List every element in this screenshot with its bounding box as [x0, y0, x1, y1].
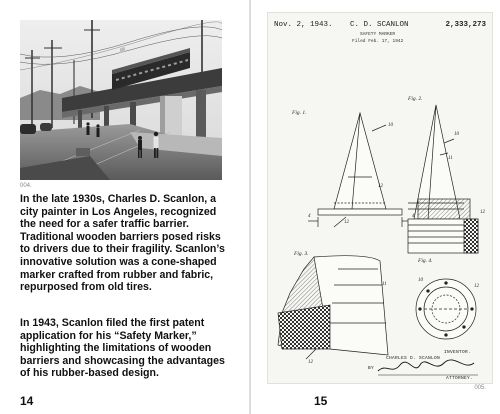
- svg-text:10: 10: [418, 278, 423, 283]
- paragraph-history: In the late 1930s, Charles D. Scanlon, a city painter in Los Angeles, recognized the need for a safer traffic barrier. Traditional wooden barriers posed risks to drivers due to their fragility. Scanlon’s innovative solution was a cone-shaped marker crafted from rubber and fabric, repurposed from old tires.: [20, 193, 225, 294]
- patent-figures: [268, 13, 492, 383]
- svg-text:4: 4: [308, 214, 311, 219]
- svg-text:10: 10: [454, 132, 459, 137]
- photo-caption: 004.: [20, 183, 32, 189]
- fig-3-label: Fig. 3.: [294, 251, 309, 257]
- svg-text:11: 11: [448, 156, 453, 161]
- svg-text:12: 12: [474, 284, 479, 289]
- svg-text:12: 12: [308, 360, 313, 365]
- page-number-left: 14: [20, 394, 34, 408]
- figure-caption: 005.: [474, 385, 486, 391]
- attorney-label: ATTORNEY.: [446, 376, 474, 381]
- fig-4-label: Fig. 4.: [418, 258, 433, 264]
- patent-drawing: [267, 12, 493, 384]
- svg-text:12: 12: [480, 210, 485, 215]
- inventor-name: CHARLES D. SCANLON: [386, 356, 441, 361]
- by-label: BY: [368, 366, 375, 371]
- fig-1-label: Fig. 1.: [292, 110, 307, 116]
- patent-inventor-header: C. D. SCANLON: [350, 21, 409, 29]
- patent-title: SAFETY MARKER: [360, 32, 396, 37]
- paragraph-patent: In 1943, Scanlon filed the first patent application for his “Safety Marker,” highlighting the limitations of wooden barriers and showcasing the advantages of his rubber-based design.: [20, 317, 225, 380]
- patent-number: 2,333,273: [445, 21, 486, 29]
- svg-text:12: 12: [378, 184, 383, 189]
- right-page: [251, 0, 500, 414]
- svg-text:4: 4: [412, 214, 415, 219]
- svg-text:11: 11: [382, 282, 387, 287]
- patent-filed: Filed Feb. 17, 1942: [352, 39, 404, 44]
- left-page: [0, 0, 249, 414]
- fig-2-label: Fig. 2.: [408, 96, 423, 102]
- inventor-label: INVENTOR.: [444, 350, 472, 355]
- svg-text:12: 12: [344, 220, 349, 225]
- patent-date: Nov. 2, 1943.: [274, 21, 333, 29]
- page-number-right: 15: [314, 394, 328, 408]
- svg-text:10: 10: [388, 123, 393, 128]
- historic-street-photo: [20, 20, 222, 180]
